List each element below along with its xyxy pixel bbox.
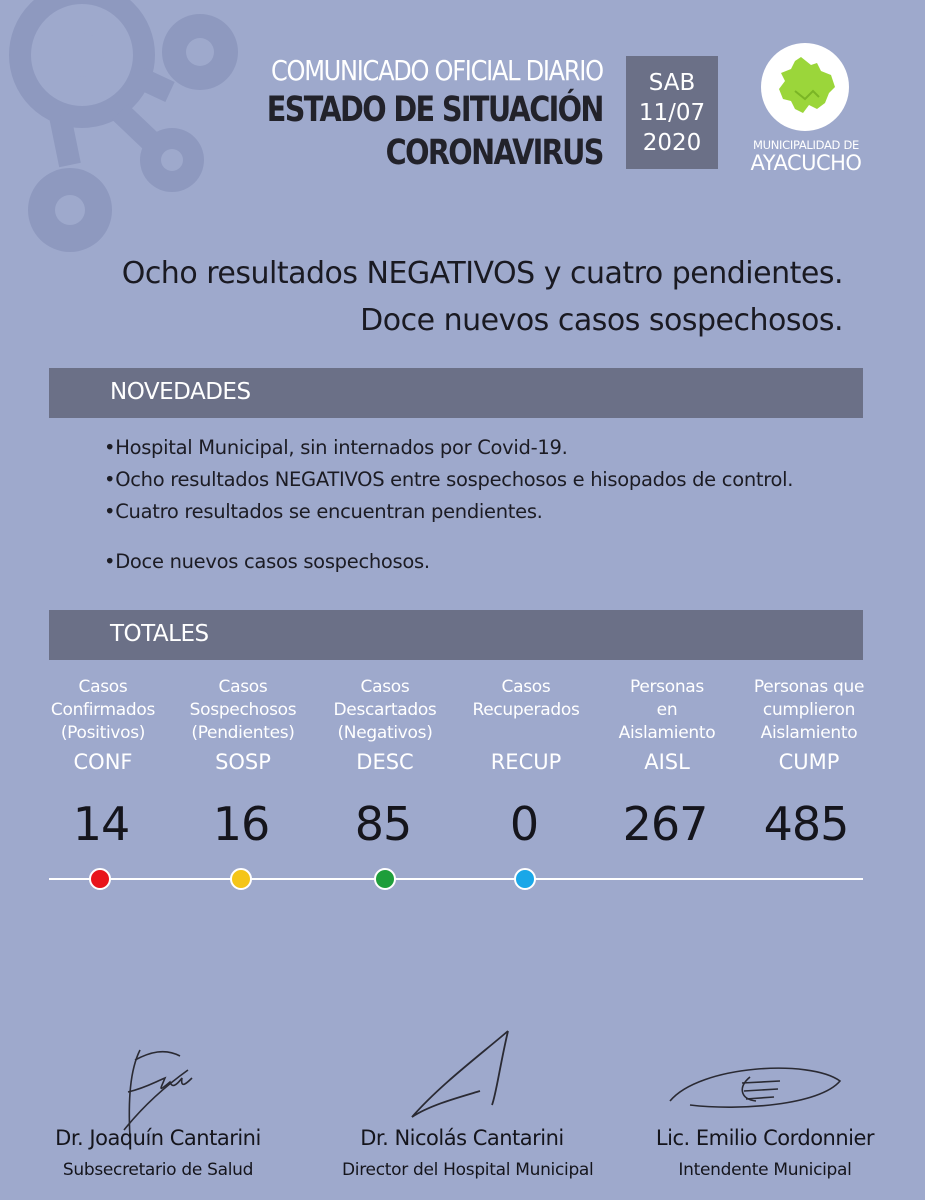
stat-value-conf: 14 [72, 797, 130, 851]
logo-text-small: MUNICIPALIDAD DE [753, 138, 859, 152]
stat-code: SOSP [215, 750, 271, 774]
stat-column-sosp [171, 676, 315, 774]
stat-value-desc: 85 [354, 797, 412, 851]
stat-label: Personas en Aislamiento [618, 677, 716, 743]
date-daymonth: 11/07 [638, 99, 706, 126]
stat-label: Casos Sospechosos (Pendientes) [189, 677, 297, 743]
headline-line1: Ocho resultados NEGATIVOS y cuatro pendientes. [121, 256, 843, 291]
stat-label: Casos Confirmados (Positivos) [50, 677, 156, 743]
totales-bar [49, 610, 863, 660]
date-badge [626, 56, 718, 169]
molecule-decoration-icon [0, 0, 260, 260]
stat-code: RECUP [490, 750, 562, 774]
signature-3-role: Intendente Municipal [678, 1160, 852, 1180]
list-item: • Doce nuevos casos sospechosos. [104, 546, 793, 578]
stat-column-cump [737, 676, 881, 774]
stat-value-sosp: 16 [212, 797, 270, 851]
stat-column-recup [454, 676, 598, 774]
stat-column-conf [31, 676, 175, 774]
stat-code: DESC [356, 750, 414, 774]
stat-value-cump: 485 [763, 797, 849, 851]
conf-dot-icon [89, 868, 111, 890]
list-item: • Ocho resultados NEGATIVOS entre sospechosos e hisopados de control. [104, 464, 793, 496]
signature-2-name: Dr. Nicolás Cantarini [360, 1126, 564, 1150]
headline-line2: Doce nuevos casos sospechosos. [360, 303, 843, 338]
header-subtitle: COMUNICADO OFICIAL DIARIO [271, 54, 603, 87]
stat-column-desc [313, 676, 457, 774]
totales-title: TOTALES [110, 621, 209, 647]
sosp-dot-icon [230, 868, 252, 890]
date-day: SAB [648, 69, 696, 96]
signature-1-icon [110, 1030, 220, 1140]
signature-2-role: Director del Hospital Municipal [342, 1160, 594, 1180]
list-item: • Hospital Municipal, sin internados por Covid-19. [104, 432, 793, 464]
stat-code: CONF [73, 750, 133, 774]
signature-3-name: Lic. Emilio Cordonnier [655, 1126, 875, 1150]
list-item: • Cuatro resultados se encuentran pendientes. [104, 496, 793, 528]
recup-dot-icon [514, 868, 536, 890]
signature-2-icon [412, 1031, 508, 1117]
signature-3-icon [670, 1068, 840, 1107]
novedades-bar [49, 368, 863, 418]
stat-value-recup: 0 [509, 797, 539, 851]
ayacucho-map-icon [761, 43, 849, 131]
stat-value-aisl: 267 [622, 797, 708, 851]
logo-text-big: AYACUCHO [750, 151, 862, 175]
stat-column-aisl [595, 676, 739, 774]
header-title-line1: ESTADO DE SITUACIÓN [266, 90, 603, 130]
novedades-list [104, 432, 793, 578]
stat-label: Casos Recuperados [472, 677, 580, 720]
stat-code: CUMP [778, 750, 840, 774]
desc-dot-icon [374, 868, 396, 890]
stat-label: Personas que cumplieron Aislamiento [753, 677, 865, 743]
date-year: 2020 [642, 129, 702, 156]
novedades-title: NOVEDADES [110, 379, 251, 405]
stat-label: Casos Descartados (Negativos) [333, 677, 437, 743]
signature-1-role: Subsecretario de Salud [62, 1160, 254, 1180]
divider-line [49, 878, 863, 880]
stat-code: AISL [644, 750, 690, 774]
header-title-line2: CORONAVIRUS [385, 133, 603, 173]
signature-1-name: Dr. Joaquín Cantarini [55, 1126, 261, 1150]
municipal-logo [761, 43, 849, 131]
